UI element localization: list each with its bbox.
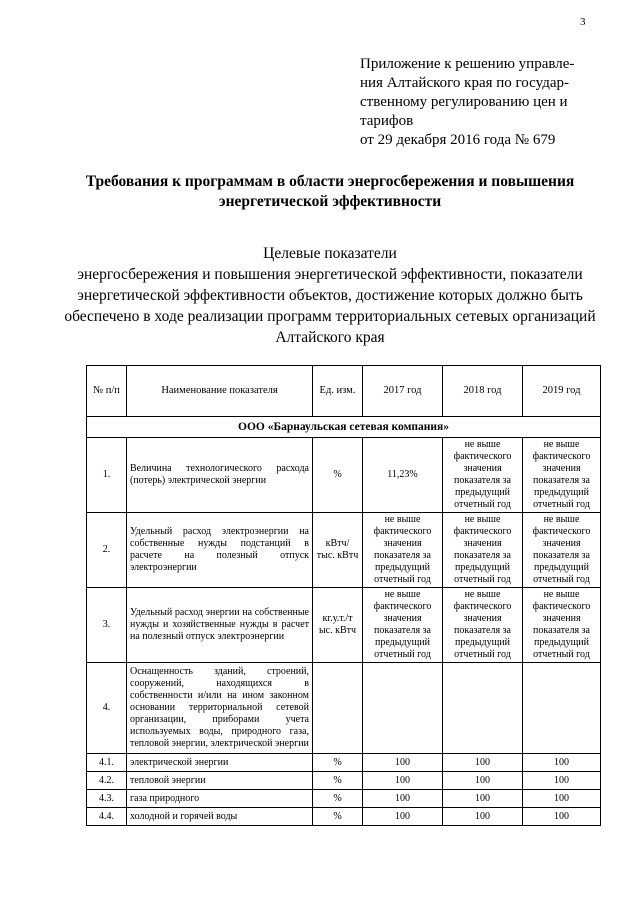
appendix-date: от 29 декабря 2016 года № 679: [360, 132, 556, 148]
row-num: 3.: [87, 588, 127, 663]
appendix-line: ственному регулированию цен и: [360, 94, 568, 110]
row-2017: 100: [363, 754, 443, 772]
row-2019: 100: [523, 808, 601, 826]
row-2019: не выше фактического значения показателя за предыдущий отчетный год: [523, 588, 601, 663]
row-unit: [313, 663, 363, 754]
row-num: 4.: [87, 663, 127, 754]
company-name: ООО «Барнаульская сетевая компания»: [87, 417, 601, 438]
row-2018: не выше фактического значения показателя за предыдущий отчетный год: [443, 438, 523, 513]
row-num: 4.2.: [87, 772, 127, 790]
appendix-line: тарифов: [360, 113, 414, 129]
company-row: [87, 417, 601, 438]
row-name: тепловой энергии: [127, 772, 313, 790]
table-row: [87, 790, 601, 808]
row-name: газа природного: [127, 790, 313, 808]
header-unit: Ед. изм.: [313, 366, 363, 417]
row-num: 1.: [87, 438, 127, 513]
row-name: Удельный расход энергии на собственные нужды и хозяйственные нужды в расчет на полезный отпуск электроэнергии: [127, 588, 313, 663]
subtitle-heading: Целевые показатели: [263, 245, 397, 262]
header-2017: 2017 год: [363, 366, 443, 417]
row-2018: 100: [443, 754, 523, 772]
row-2017: 100: [363, 808, 443, 826]
row-num: 2.: [87, 513, 127, 588]
row-2018: не выше фактического значения показателя за предыдущий отчетный год: [443, 588, 523, 663]
row-2019: 100: [523, 754, 601, 772]
table-row: [87, 513, 601, 588]
row-2017: не выше фактического значения показателя за предыдущий отчетный год: [363, 588, 443, 663]
row-2018: 100: [443, 772, 523, 790]
row-num: 4.4.: [87, 808, 127, 826]
row-unit: кг.у.т./т ыс. кВтч: [313, 588, 363, 663]
row-2017: не выше фактического значения показателя за предыдущий отчетный год: [363, 513, 443, 588]
row-2017: [363, 663, 443, 754]
header-num: № п/п: [87, 366, 127, 417]
row-name: электрической энергии: [127, 754, 313, 772]
row-2018: [443, 663, 523, 754]
row-name: Оснащенность зданий, строений, сооружений, находящихся в собственности и/или на ином законном основании территориальной сетевой организации, приборами учета используемых воды, природного газа, тепловой энергии, электрической энергии: [127, 663, 313, 754]
row-unit: %: [313, 790, 363, 808]
page-number: 3: [580, 16, 586, 28]
appendix-line: ния Алтайского края по государ-: [360, 75, 569, 91]
table-row: [87, 588, 601, 663]
header-2019: 2019 год: [523, 366, 601, 417]
targets-table: [86, 365, 601, 826]
subtitle-body: энергосбережения и повышения энергетической эффективности, показатели энергетической эффективности объектов, достижение которых должно быть обеспечено в ходе реализации программ территориальных сетевых организаций Алтайского края: [64, 266, 596, 346]
row-2019: 100: [523, 772, 601, 790]
appendix-line: Приложение к решению управле-: [360, 56, 575, 72]
row-2017: 100: [363, 772, 443, 790]
table-row: [87, 808, 601, 826]
row-unit: %: [313, 754, 363, 772]
document-title: Требования к программам в области энергосбережения и повышения энергетической эффективности: [85, 173, 575, 210]
row-num: 4.3.: [87, 790, 127, 808]
row-2019: 100: [523, 790, 601, 808]
table-row: [87, 663, 601, 754]
row-name: Величина технологического расхода (потерь) электрической энергии: [127, 438, 313, 513]
row-2019: не выше фактического значения показателя за предыдущий отчетный год: [523, 438, 601, 513]
row-num: 4.1.: [87, 754, 127, 772]
row-2018: 100: [443, 808, 523, 826]
row-2019: [523, 663, 601, 754]
row-2019: не выше фактического значения показателя за предыдущий отчетный год: [523, 513, 601, 588]
row-2018: не выше фактического значения показателя за предыдущий отчетный год: [443, 513, 523, 588]
row-unit: %: [313, 772, 363, 790]
row-2017: 100: [363, 790, 443, 808]
table-row: [87, 772, 601, 790]
row-name: холодной и горячей воды: [127, 808, 313, 826]
row-2017: 11,23%: [363, 438, 443, 513]
row-unit: %: [313, 438, 363, 513]
row-2018: 100: [443, 790, 523, 808]
header-name: Наименование показателя: [127, 366, 313, 417]
document-subtitle: [60, 243, 600, 348]
table-row: [87, 754, 601, 772]
row-unit: кВтч/ тыс. кВтч: [313, 513, 363, 588]
header-2018: 2018 год: [443, 366, 523, 417]
table-header-row: [87, 366, 601, 417]
table-row: [87, 438, 601, 513]
appendix-note: [360, 55, 592, 150]
row-unit: %: [313, 808, 363, 826]
row-name: Удельный расход электроэнергии на собственные нужды подстанций в расчете на полезный отпуск электроэнергии: [127, 513, 313, 588]
